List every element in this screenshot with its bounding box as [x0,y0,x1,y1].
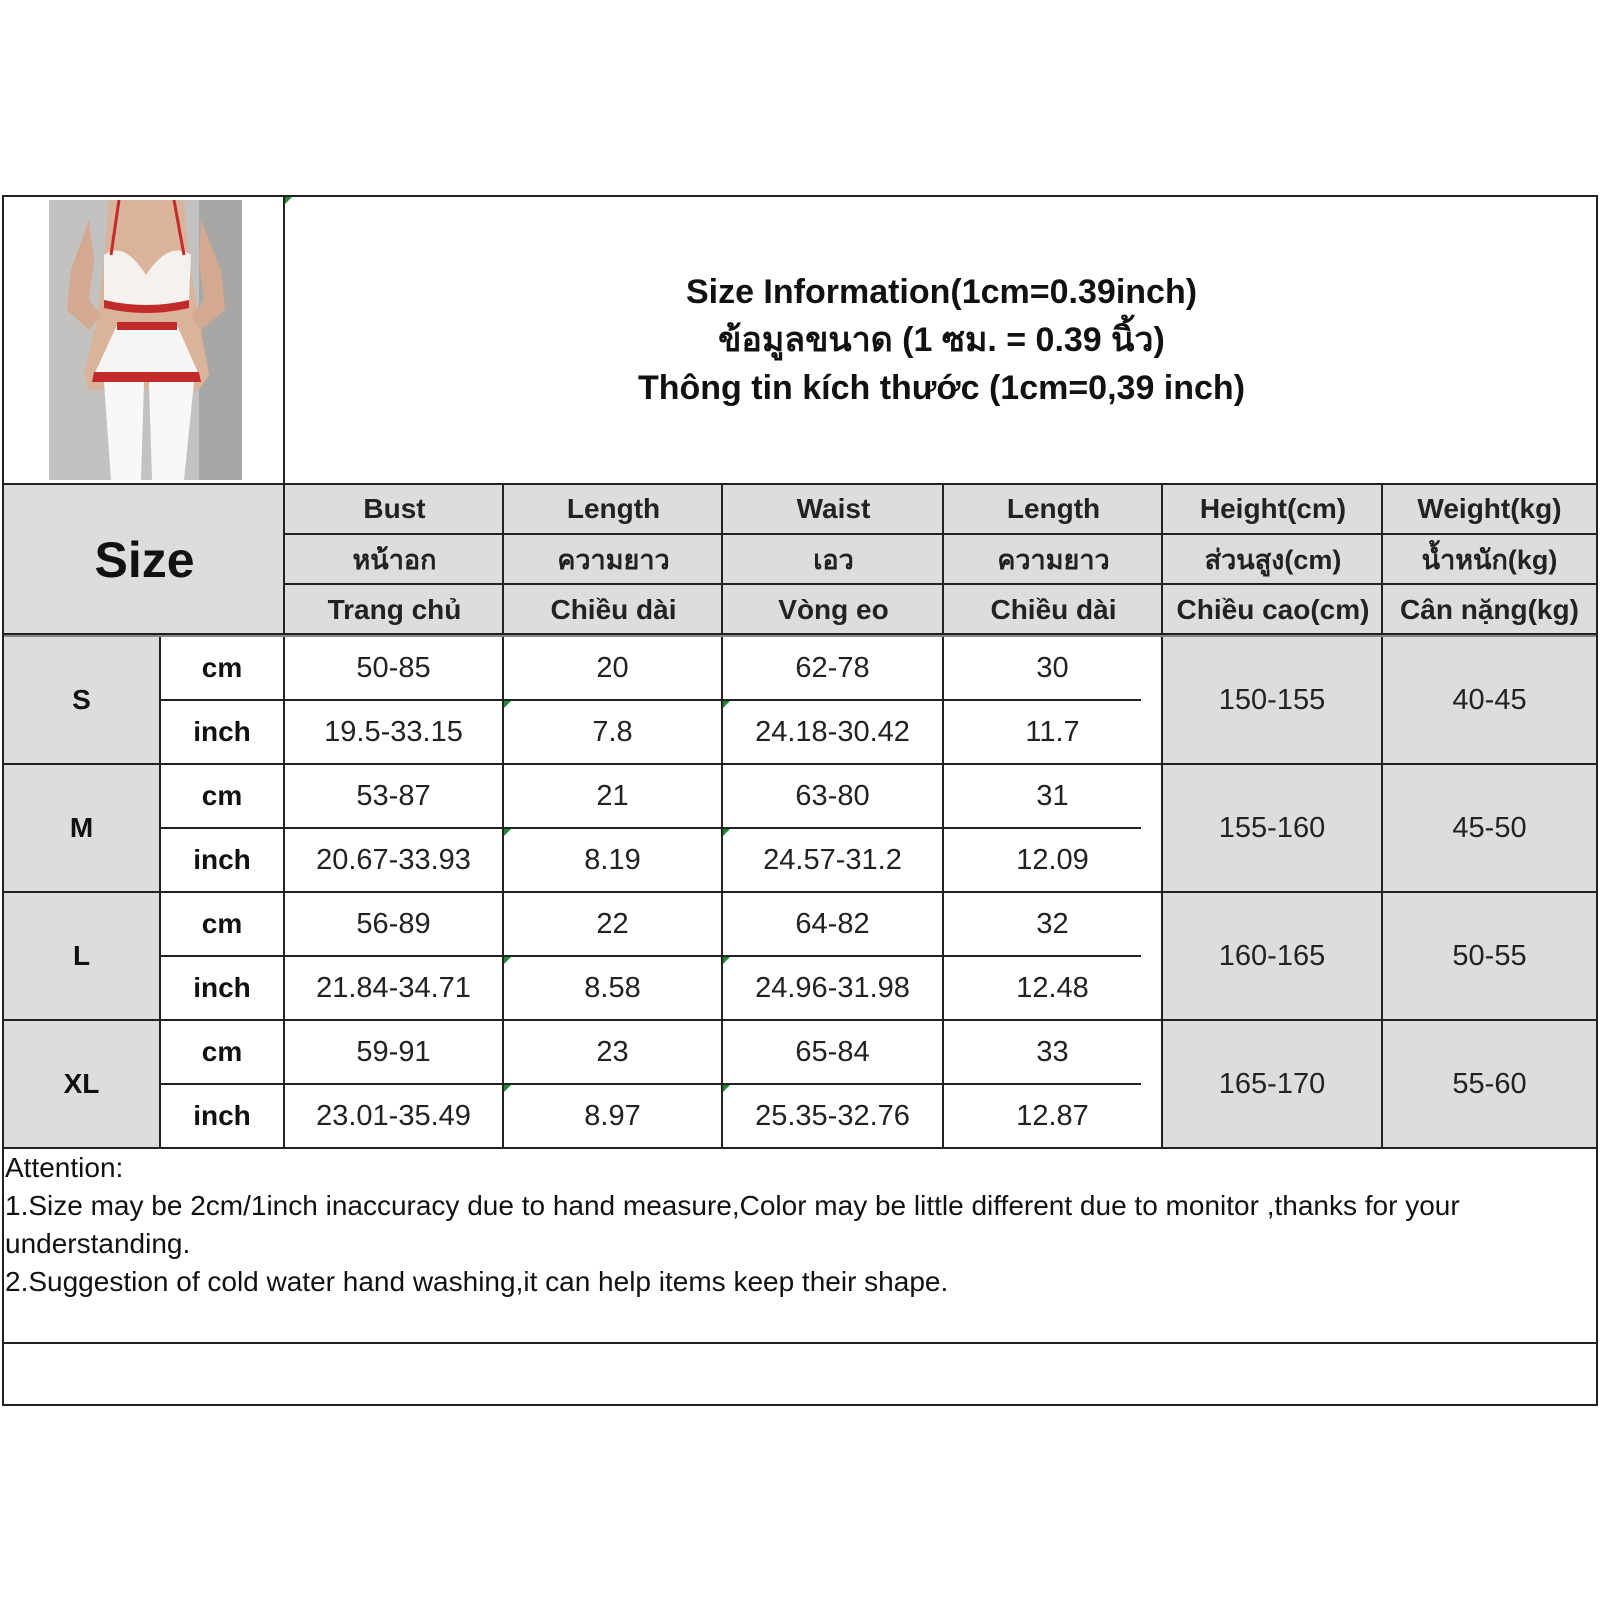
column-header-1-en [504,485,723,533]
column-header-5-en [1383,485,1596,533]
weight-S [1383,637,1596,763]
value-L-inch-3 [944,957,1161,1019]
attention-notes [5,1149,1575,1301]
title-vietnamese: Thông tin kích thước (1cm=0,39 inch) [637,369,1246,407]
value-XL-cm-3 [944,1021,1161,1083]
column-header-2-en [723,485,944,533]
column-header-3-th [944,535,1163,583]
unit-inch [161,829,283,891]
column-header-label: Height(cm) [1199,493,1347,524]
unit-inch [161,1085,283,1147]
size-row-M [4,765,159,891]
unit-label: inch [193,844,251,875]
column-header-label: Trang chủ [327,594,462,625]
column-header-label: ความยาว [557,544,670,575]
column-header-0-th [285,535,504,583]
measurement-value: 7.8 [592,715,633,748]
column-header-2-vi [723,585,944,635]
value-XL-inch-1 [504,1085,721,1147]
measurement-value: 59-91 [356,1035,431,1068]
column-header-label: Chiều dài [550,594,677,625]
size-row-L [4,893,159,1019]
value-S-inch-1 [504,701,721,763]
column-header-label: Length [1006,493,1101,524]
notes-line-2: 2.Suggestion of cold water hand washing,it can help items keep their shape. [5,1266,949,1297]
value-L-cm-2 [723,893,942,955]
value-M-inch-0 [285,829,502,891]
column-header-label: หน้าอก [352,544,437,575]
value-M-cm-0 [285,765,502,827]
column-header-label: ความยาว [997,544,1110,575]
measurement-value: 62-78 [795,651,870,684]
lingerie-model-image [49,200,242,480]
measurement-value: 50-85 [356,651,431,684]
value-M-cm-3 [944,765,1161,827]
column-header-label: ส่วนสูง(cm) [1204,544,1342,575]
value-XL-cm-1 [504,1021,721,1083]
value-XL-cm-0 [285,1021,502,1083]
measurement-value: 8.58 [584,971,641,1004]
unit-inch [161,701,283,763]
value-L-cm-3 [944,893,1161,955]
measurement-value: 12.87 [1016,1099,1089,1132]
value-S-inch-0 [285,701,502,763]
unit-cm [161,893,283,955]
weight-M [1383,765,1596,891]
height-value: 155-160 [1218,811,1326,844]
column-header-4-vi [1163,585,1383,635]
measurement-value: 12.09 [1016,843,1089,876]
height-value: 165-170 [1218,1067,1326,1100]
value-M-cm-2 [723,765,942,827]
measurement-value: 24.18-30.42 [755,715,910,748]
value-XL-inch-2 [723,1085,942,1147]
measurement-value: 21 [596,779,629,812]
measurement-value: 21.84-34.71 [316,971,471,1004]
height-M [1163,765,1381,891]
column-header-label: เอว [813,544,854,575]
value-XL-inch-0 [285,1085,502,1147]
value-S-cm-0 [285,637,502,699]
column-header-2-th [723,535,944,583]
title-thai: ข้อมูลขนาด (1 ซม. = 0.39 นิ้ว) [718,321,1165,359]
unit-inch [161,957,283,1019]
measurement-value: 20 [596,651,629,684]
weight-value: 55-60 [1452,1067,1527,1100]
column-header-label: Waist [796,493,871,524]
value-XL-inch-3 [944,1085,1161,1147]
column-header-1-vi [504,585,723,635]
weight-value: 45-50 [1452,811,1527,844]
column-header-3-vi [944,585,1163,635]
value-M-cm-1 [504,765,721,827]
measurement-value: 8.19 [584,843,641,876]
unit-label: cm [201,652,243,683]
column-header-label: Length [566,493,661,524]
unit-label: cm [201,1036,243,1067]
measurement-value: 20.67-33.93 [316,843,471,876]
measurement-value: 12.48 [1016,971,1089,1004]
measurement-value: 33 [1036,1035,1069,1068]
value-XL-cm-2 [723,1021,942,1083]
measurement-value: 31 [1036,779,1069,812]
value-S-cm-3 [944,637,1161,699]
column-header-3-en [944,485,1163,533]
column-header-4-en [1163,485,1383,533]
value-L-inch-0 [285,957,502,1019]
size-name: M [69,812,94,843]
value-S-cm-2 [723,637,942,699]
height-value: 160-165 [1218,939,1326,972]
size-name: S [72,684,91,715]
weight-L [1383,893,1596,1019]
value-S-cm-1 [504,637,721,699]
measurement-value: 23 [596,1035,629,1068]
unit-label: inch [193,716,251,747]
column-header-5-vi [1383,585,1596,635]
height-value: 150-155 [1218,683,1326,716]
measurement-value: 30 [1036,651,1069,684]
value-S-inch-2 [723,701,942,763]
size-row-S [4,637,159,763]
size-name: L [72,940,91,971]
unit-cm [161,1021,283,1083]
column-header-label: Bust [363,493,426,524]
column-header-label: Chiều cao(cm) [1176,594,1370,625]
value-S-inch-3 [944,701,1161,763]
notes-heading: Attention: [5,1152,124,1183]
height-S [1163,637,1381,763]
size-column-header [4,485,285,635]
size-header-label: Size [94,532,195,588]
size-row-XL [4,1021,159,1147]
unit-label: cm [201,780,243,811]
title-block [285,197,1598,483]
unit-label: inch [193,1100,251,1131]
value-L-inch-2 [723,957,942,1019]
column-header-0-en [285,485,504,533]
column-header-label: น้ำหนัก(kg) [1421,544,1558,575]
measurement-value: 64-82 [795,907,870,940]
unit-label: inch [193,972,251,1003]
height-XL [1163,1021,1381,1147]
value-M-inch-1 [504,829,721,891]
measurement-value: 25.35-32.76 [755,1099,910,1132]
measurement-value: 63-80 [795,779,870,812]
size-name: XL [63,1068,100,1099]
column-header-label: Vòng eo [778,594,889,625]
measurement-value: 22 [596,907,629,940]
measurement-value: 65-84 [795,1035,870,1068]
weight-value: 40-45 [1452,683,1527,716]
notes-line-1: 1.Size may be 2cm/1inch inaccuracy due to hand measure,Color may be little different due to monitor ,thanks for your understanding. [5,1190,1460,1259]
unit-cm [161,637,283,699]
unit-label: cm [201,908,243,939]
unit-cm [161,765,283,827]
measurement-value: 24.57-31.2 [763,843,902,876]
value-M-inch-2 [723,829,942,891]
value-L-inch-1 [504,957,721,1019]
column-header-label: Cân nặng(kg) [1400,594,1579,625]
weight-value: 50-55 [1452,939,1527,972]
column-header-1-th [504,535,723,583]
column-header-label: Weight(kg) [1417,493,1562,524]
measurement-value: 23.01-35.49 [316,1099,471,1132]
value-M-inch-3 [944,829,1161,891]
measurement-value: 32 [1036,907,1069,940]
measurement-value: 56-89 [356,907,431,940]
weight-XL [1383,1021,1596,1147]
product-photo-cell [4,197,285,483]
title-english: Size Information(1cm=0.39inch) [685,273,1198,311]
measurement-value: 8.97 [584,1099,641,1132]
value-L-cm-0 [285,893,502,955]
column-header-5-th [1383,535,1596,583]
height-L [1163,893,1381,1019]
column-header-4-th [1163,535,1383,583]
product-photo [49,200,242,480]
measurement-value: 19.5-33.15 [324,715,463,748]
column-header-label: Chiều dài [990,594,1117,625]
measurement-value: 11.7 [1025,715,1080,748]
measurement-value: 24.96-31.98 [755,971,910,1004]
value-L-cm-1 [504,893,721,955]
column-header-0-vi [285,585,504,635]
measurement-value: 53-87 [356,779,431,812]
